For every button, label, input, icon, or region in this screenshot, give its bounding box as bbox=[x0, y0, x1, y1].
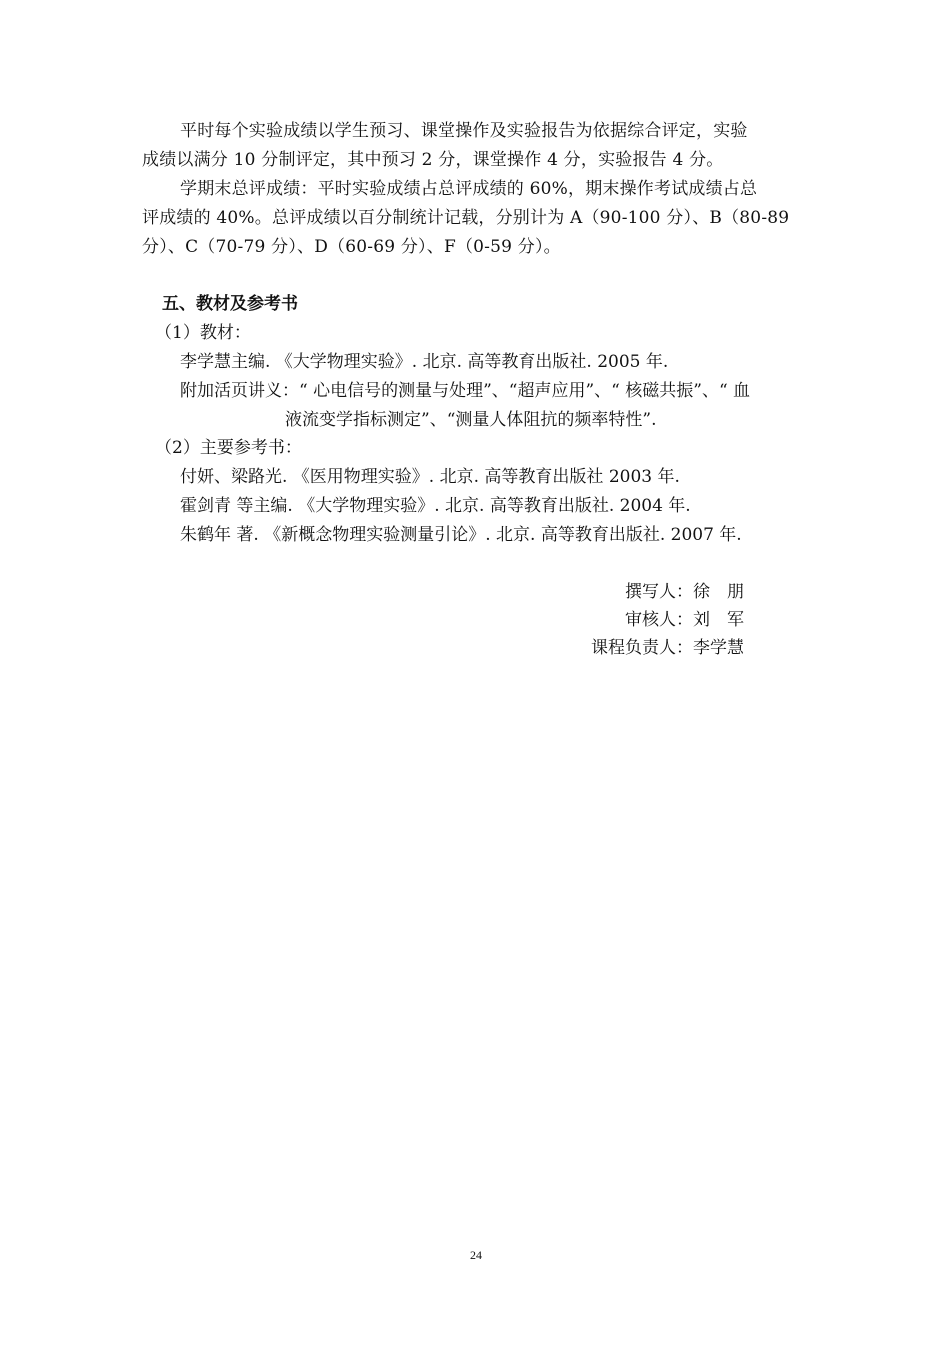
textbook-label: （1）教材： bbox=[155, 323, 251, 343]
grading-para2-line2: 评成绩的 40%。总评成绩以百分制统计记载，分别计为 A（90-100 分）、B（80-89 bbox=[142, 208, 790, 228]
grading-para1-line1: 平时每个实验成绩以学生预习、课堂操作及实验报告为依据综合评定，实验 bbox=[180, 121, 748, 141]
section-heading: 五、教材及参考书 bbox=[162, 294, 298, 314]
grading-para1-line2: 成绩以满分 10 分制评定，其中预习 2 分，课堂操作 4 分，实验报告 4 分。 bbox=[142, 150, 724, 170]
page-number: 24 bbox=[470, 1248, 482, 1262]
reference-item-1: 付妍、梁路光. 《医用物理实验》. 北京. 高等教育出版社 2003 年. bbox=[180, 467, 680, 487]
grading-para2-line1: 学期末总评成绩：平时实验成绩占总评成绩的 60%，期末操作考试成绩占总 bbox=[180, 179, 758, 199]
reference-item-2: 霍剑青 等主编. 《大学物理实验》. 北京. 高等教育出版社. 2004 年. bbox=[180, 496, 691, 516]
supplement-line1: 附加活页讲义：“ 心电信号的测量与处理”、“超声应用”、“ 核磁共振”、“ 血 bbox=[180, 381, 751, 401]
reference-item-3: 朱鹤年 著. 《新概念物理实验测量引论》. 北京. 高等教育出版社. 2007 年. bbox=[180, 525, 742, 545]
grading-para2-line3: 分）、C（70-79 分）、D（60-69 分）、F（0-59 分）。 bbox=[142, 237, 561, 257]
signature-course-lead: 课程负责人：李学慧 bbox=[591, 638, 744, 658]
references-label: （2）主要参考书： bbox=[155, 438, 302, 458]
supplement-line2: 液流变学指标测定”、“测量人体阻抗的频率特性”. bbox=[285, 410, 657, 430]
signature-author: 撰写人：徐 朋 bbox=[625, 582, 744, 602]
signature-reviewer: 审核人：刘 军 bbox=[625, 610, 744, 630]
textbook-item: 李学慧主编. 《大学物理实验》. 北京. 高等教育出版社. 2005 年. bbox=[180, 352, 669, 372]
